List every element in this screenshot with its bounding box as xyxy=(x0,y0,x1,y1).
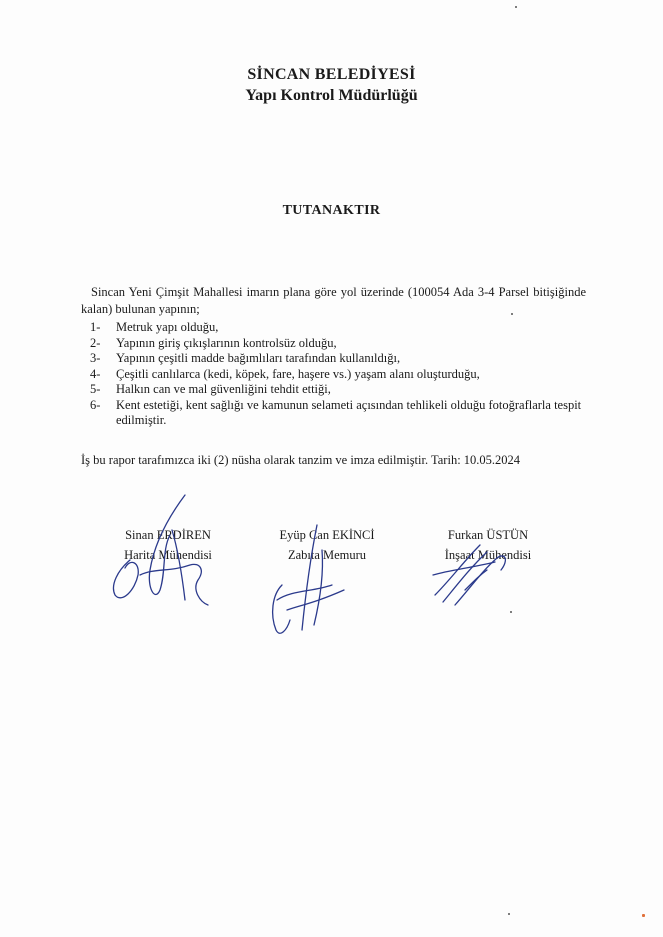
finding-item xyxy=(90,367,590,383)
finding-number: 1- xyxy=(90,320,101,334)
signatory-title: İnşaat Mühendisi xyxy=(444,548,532,562)
signatory-name: Sinan ERDİREN xyxy=(125,528,211,542)
closing-statement: İş bu rapor tarafımızca iki (2) nüsha olarak tanzim ve imza edilmiştir. Tarih: 10.05.2024 xyxy=(81,453,521,467)
finding-text: Yapının çeşitli madde bağımlıları tarafından kullanıldığı, xyxy=(116,351,401,365)
finding-item xyxy=(90,382,590,398)
document-title: TUTANAKTIR xyxy=(282,203,381,218)
finding-text: Halkın can ve mal güvenliğini tehdit ettiği, xyxy=(116,382,331,396)
scan-speck xyxy=(508,913,510,915)
signatory-name: Eyüp Can EKİNCİ xyxy=(279,528,375,542)
scan-speck xyxy=(515,6,517,8)
document-header xyxy=(0,65,663,107)
signatory-title: Harita Mühendisi xyxy=(124,548,212,562)
signatory-block-3 xyxy=(408,525,568,565)
finding-text: Yapının giriş çıkışlarının kontrolsüz olduğu, xyxy=(116,335,337,350)
finding-text: Metruk yapı olduğu, xyxy=(116,320,219,334)
signatory-block-2 xyxy=(247,525,407,565)
finding-text: Kent estetiği, kent sağlığı ve kamunun selameti açısından tehlikeli olduğu fotoğraflarla tespit edilmiştir. xyxy=(116,397,582,427)
finding-item xyxy=(90,336,590,352)
department-name: Yapı Kontrol Müdürlüğü xyxy=(245,87,418,104)
finding-item xyxy=(90,398,590,429)
finding-item xyxy=(90,351,590,367)
scan-speck xyxy=(510,611,512,613)
scan-speck xyxy=(511,313,513,315)
finding-number: 5- xyxy=(90,382,101,396)
finding-item xyxy=(90,320,590,336)
signatory-block-1 xyxy=(88,525,248,565)
finding-number: 6- xyxy=(90,397,101,412)
organization-name: SİNCAN BELEDİYESİ xyxy=(247,66,416,83)
finding-number: 2- xyxy=(90,335,101,350)
findings-list xyxy=(90,320,590,429)
signatory-title: Zabıta Memuru xyxy=(287,548,367,562)
signatory-name: Furkan ÜSTÜN xyxy=(447,528,529,542)
finding-number: 3- xyxy=(90,351,101,365)
finding-text: Çeşitli canlılarca (kedi, köpek, fare, haşere vs.) yaşam alanı oluşturduğu, xyxy=(116,366,480,381)
intro-paragraph: Sincan Yeni Çimşit Mahallesi imarın plana göre yol üzerinde (100054 Ada 3-4 Parsel bitişiğinde kalan) bulunan yapının; xyxy=(81,285,586,316)
scan-speck xyxy=(642,914,645,917)
finding-number: 4- xyxy=(90,366,101,381)
